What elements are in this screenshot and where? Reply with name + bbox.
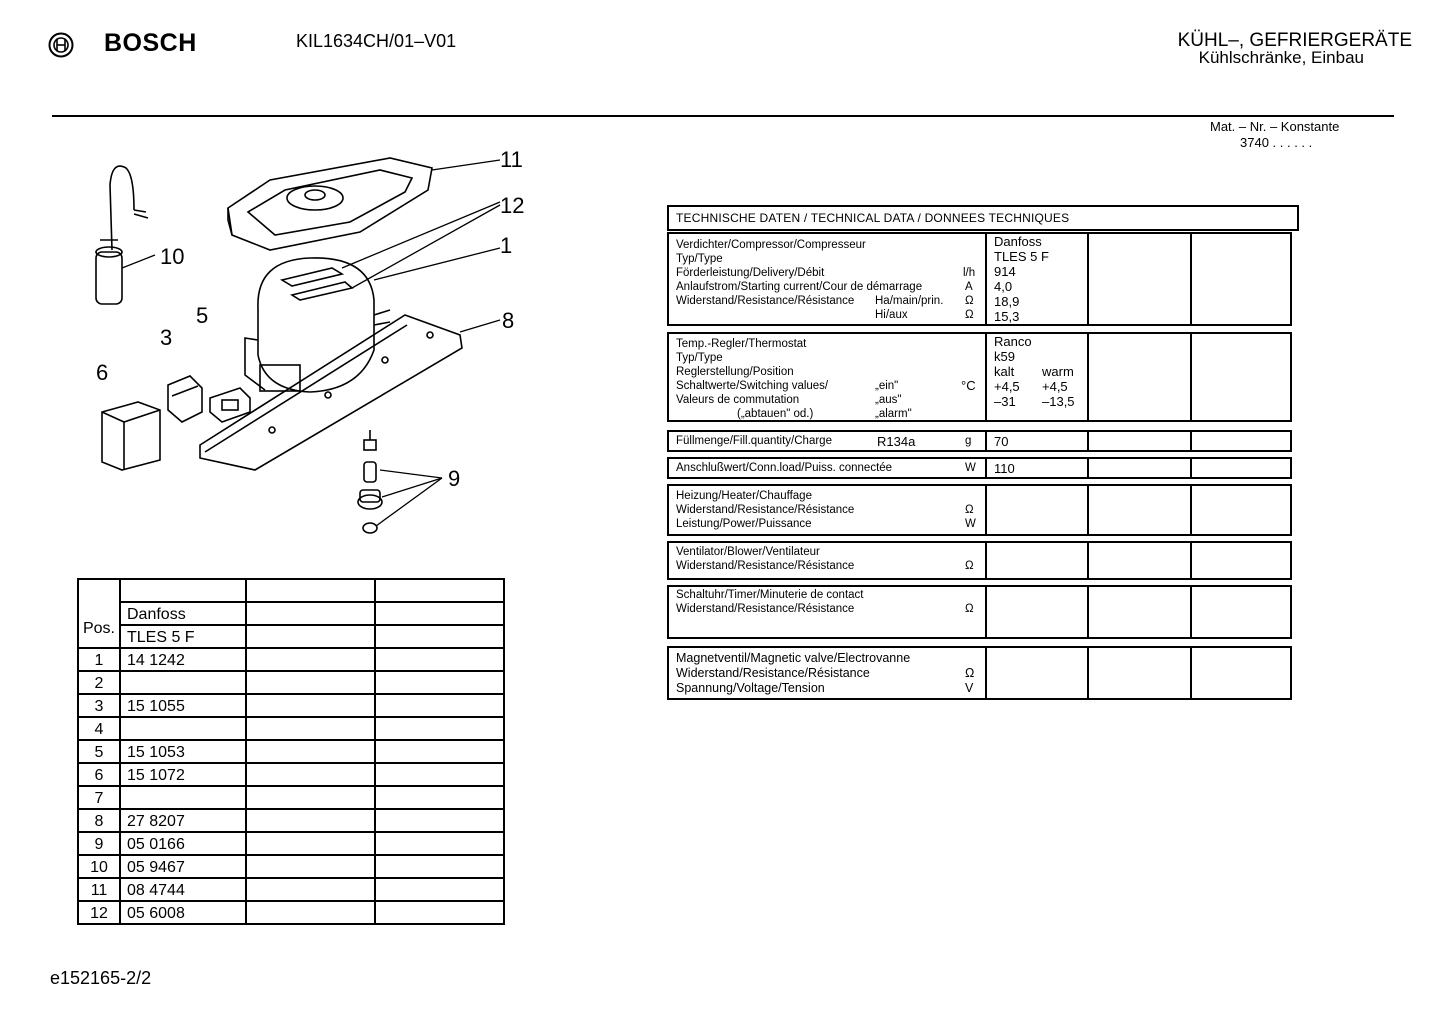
pos-header: Pos. — [78, 579, 120, 648]
tech-compressor-block: Verdichter/Compressor/Compresseur Typ/Type Förderleistung/Delivery/Débit l/h Anlaufstrom/Starting current/Cour de démarrage A Widerstand/Resistance/Résistance Ha/main/prin. Ω Hi/aux Ω Danfoss TLES 5 F 914 4,0 18,9 15,3 — [667, 232, 1292, 326]
table-row — [78, 602, 504, 625]
category-title: KÜHL–, GEFRIERGERÄTE — [1177, 30, 1412, 51]
table-row: 8 27 8207 — [78, 809, 504, 832]
callout-10: 10 — [160, 244, 185, 269]
table-row — [78, 579, 504, 602]
callout-3: 3 — [160, 325, 173, 350]
tech-data-title: TECHNISCHE DATEN / TECHNICAL DATA / DONNEES TECHNIQUES — [667, 205, 1299, 231]
table-row — [78, 625, 504, 648]
callout-8: 8 — [502, 308, 515, 333]
document-id: e152165-2/2 — [50, 968, 152, 988]
table-row: 10 05 9467 — [78, 855, 504, 878]
callout-12: 12 — [500, 193, 525, 218]
tech-fill-block: Füllmenge/Fill.quantity/Charge R134a g 70 — [667, 430, 1292, 452]
tech-timer-block: Schaltuhr/Timer/Minuterie de contact Widerstand/Resistance/Résistance Ω — [667, 585, 1292, 639]
terminal-cover-drawing — [102, 402, 160, 470]
mounting-rail-drawing — [200, 315, 462, 470]
table-row: 1 14 1242 — [78, 648, 504, 671]
model-number: KIL1634CH/01–V01 — [296, 31, 457, 51]
capacitor-drawing — [96, 166, 148, 304]
compressor-drawing — [245, 258, 390, 392]
table-row: 4 — [78, 717, 504, 740]
tech-thermostat-block: Temp.-Regler/Thermostat Typ/Type Reglerstellung/Position Schaltwerte/Switching values/ „ein" °C Valeurs de commutation „aus" („abtauen" od.) „alarm" Ranco k59 kalt warm +4,5 +4,5 –31 –13,5 — [667, 332, 1292, 422]
table-row: 2 — [78, 671, 504, 694]
callout-1: 1 — [500, 233, 513, 258]
callout-6: 6 — [96, 360, 109, 385]
category-subtitle: Kühlschränke, Einbau — [1198, 48, 1364, 67]
relay-drawing — [168, 376, 202, 422]
table-row: 11 08 4744 — [78, 878, 504, 901]
table-row: 7 — [78, 786, 504, 809]
col-type: TLES 5 F — [120, 625, 246, 648]
tech-load-block: Anschlußwert/Conn.load/Puiss. connectée W 110 — [667, 457, 1292, 479]
mat-nr-label: Mat. – Nr. – Konstante — [1210, 119, 1340, 134]
bosch-logo-icon — [48, 32, 74, 58]
drip-tray-drawing — [228, 158, 432, 250]
table-row: 5 15 1053 — [78, 740, 504, 763]
tech-blower-block: Ventilator/Blower/Ventilateur Widerstand/Resistance/Résistance Ω — [667, 541, 1292, 580]
exploded-parts-drawing — [60, 140, 540, 540]
brand-name: BOSCH — [104, 29, 197, 57]
callout-leader-lines — [122, 160, 500, 526]
mat-nr-value: 3740 . . . . . . — [1240, 135, 1313, 150]
callout-11: 11 — [500, 147, 523, 172]
col-brand: Danfoss — [120, 602, 246, 625]
tech-heater-block: Heizung/Heater/Chauffage Widerstand/Resistance/Résistance Ω Leistung/Power/Puissance W — [667, 484, 1292, 536]
table-row: 9 05 0166 — [78, 832, 504, 855]
table-row: 6 15 1072 — [78, 763, 504, 786]
callout-5: 5 — [196, 303, 209, 328]
table-row: 3 15 1055 — [78, 694, 504, 717]
grommet-set-drawing — [358, 430, 382, 533]
tech-valve-block: Magnetventil/Magnetic valve/Electrovanne Widerstand/Resistance/Résistance Ω Spannung/Voltage/Tension V — [667, 646, 1292, 700]
header-divider — [52, 115, 1394, 117]
callout-9: 9 — [448, 466, 461, 491]
table-row: 12 05 6008 — [78, 901, 504, 924]
parts-table — [77, 578, 505, 925]
